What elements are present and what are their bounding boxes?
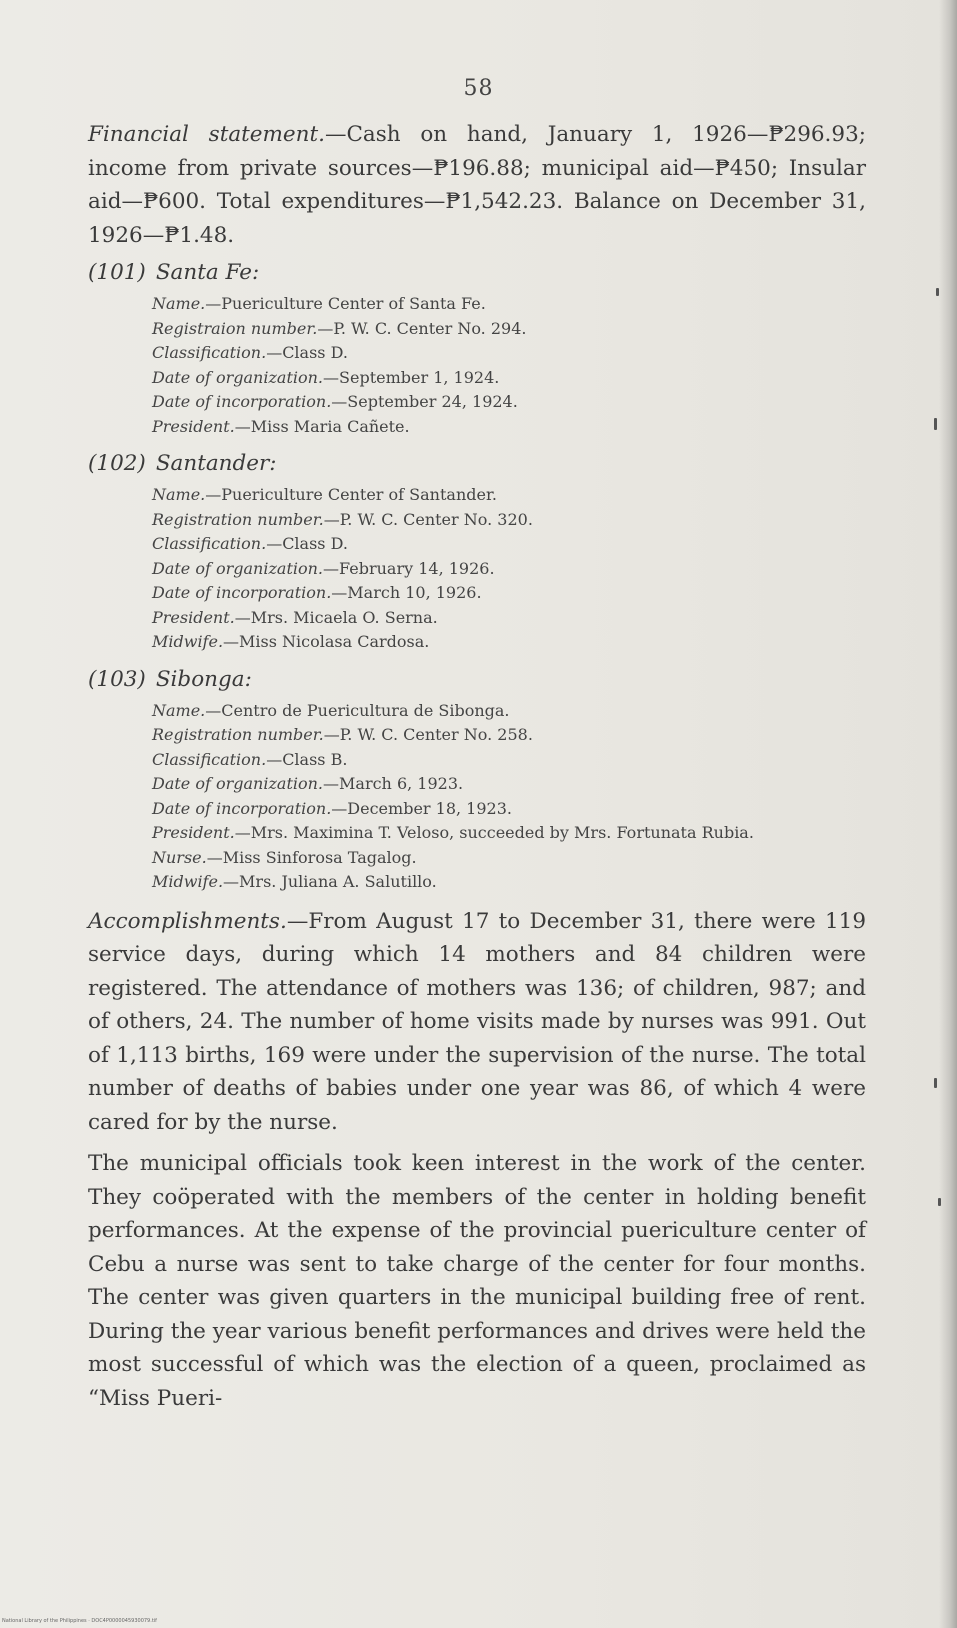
field-row — [152, 532, 866, 557]
accomplishments-paragraph — [88, 905, 866, 1140]
field-value: —March 10, 1926. — [331, 583, 482, 602]
accomplishments-text: —From August 17 to December 31, there were 119 service days, during which 14 mothers and 84 children were registered. The attendance of mothers was 136; of children, 987; and of others, 24. The number of home visits made by nurses was 991. Out of 1,113 births, 169 were under the supervision of the nurse. The total number of deaths of babies under one year was 86, of which 4 were cared for by the nurse. — [88, 908, 866, 1135]
scan-speck — [934, 418, 937, 430]
field-value: —March 6, 1923. — [323, 774, 464, 793]
field-label: Date of incorporation. — [152, 798, 332, 818]
field-value: —P. W. C. Center No. 258. — [323, 725, 533, 744]
field-value: —September 1, 1924. — [323, 367, 500, 387]
field-label: Name. — [152, 294, 206, 313]
page-edge-shadow — [939, 0, 957, 1628]
page-number: 58 — [463, 76, 494, 101]
field-row — [152, 317, 866, 342]
field-value: —Class B. — [266, 749, 348, 769]
field-label: Classification. — [152, 343, 267, 362]
field-value: —Miss Maria Cañete. — [234, 416, 410, 436]
field-row — [152, 390, 866, 415]
field-label: Midwife. — [152, 632, 224, 651]
financial-statement-text: —Cash on hand, January 1, 1926—₱296.93; income from private sources—₱196.88; municipal aid—₱450; Insular aid—₱600. Total expenditures—₱1,542.23. Balance on December 31, 1926—₱1.48. — [88, 122, 866, 248]
center-section — [88, 449, 866, 655]
field-label: Date of organization. — [152, 367, 324, 387]
field-label: Date of incorporation. — [152, 583, 332, 602]
field-label: Registration number. — [152, 509, 324, 529]
field-row — [152, 748, 866, 773]
field-label: Registration number. — [152, 725, 324, 744]
field-value: —Puericulture Center of Santa Fe. — [205, 294, 486, 313]
scan-footer: National Library of the Philippines · DOC4P0000045930079.tif — [2, 1618, 157, 1624]
field-row — [152, 341, 866, 366]
section-fields — [152, 292, 866, 439]
field-label: Classification. — [152, 534, 267, 553]
section-heading — [88, 258, 866, 288]
field-row — [152, 870, 866, 895]
field-row — [152, 846, 866, 871]
field-row — [152, 557, 866, 582]
field-row — [152, 797, 866, 822]
field-label: President. — [152, 416, 235, 436]
field-value: —February 14, 1926. — [323, 558, 495, 578]
scan-speck — [934, 1078, 937, 1088]
field-row — [152, 606, 866, 631]
field-row — [152, 772, 866, 797]
field-value: —Class D. — [266, 343, 348, 362]
financial-statement-paragraph — [88, 118, 866, 252]
section-number: (101) — [88, 260, 146, 285]
municipal-paragraph: The municipal officials took keen interest in the work of the center. They coöperated with the members of the center in holding benefit performances. At the expense of the provincial puericulture center of Cebu a nurse was sent to take charge of the center for four months. The center was given quarters in the municipal building free of rent. During the year various benefit performances and drives were held the most successful of which was the election of a queen, proclaimed as “Miss Pueri- — [88, 1151, 866, 1411]
section-name: Santander: — [155, 451, 277, 476]
field-row — [152, 483, 866, 508]
field-label: Nurse. — [152, 847, 207, 867]
field-label: Date of organization. — [152, 558, 324, 578]
field-label: Name. — [152, 485, 206, 504]
field-label: President. — [152, 607, 235, 627]
section-heading — [88, 449, 866, 479]
field-label: Classification. — [152, 749, 267, 769]
field-label: Date of organization. — [152, 774, 324, 793]
field-value: —Miss Nicolasa Cardosa. — [223, 632, 430, 651]
field-value: —Class D. — [266, 534, 348, 553]
field-value: —Puericulture Center of Santander. — [205, 485, 497, 504]
section-fields — [152, 483, 866, 655]
section-name: Sibonga: — [155, 666, 252, 692]
field-label: Name. — [152, 700, 206, 720]
field-row — [152, 821, 866, 846]
field-row — [152, 699, 866, 724]
scan-speck — [938, 1198, 941, 1206]
field-row — [152, 366, 866, 391]
section-heading — [88, 665, 866, 695]
field-value: —Mrs. Micaela O. Serna. — [234, 607, 438, 627]
field-value: —Mrs. Maximina T. Veloso, succeeded by Mrs. Fortunata Rubia. — [234, 823, 754, 842]
scan-speck — [936, 288, 939, 296]
section-fields — [152, 699, 866, 895]
field-row — [152, 581, 866, 606]
field-value: —Centro de Puericultura de Sibonga. — [205, 700, 510, 720]
field-row — [152, 415, 866, 440]
field-label: Registraion number. — [152, 318, 318, 338]
center-section — [88, 258, 866, 439]
center-section — [88, 665, 866, 895]
field-row — [152, 292, 866, 317]
section-name: Santa Fe: — [155, 260, 260, 285]
page-body — [88, 118, 866, 1421]
center-sections — [88, 258, 866, 895]
field-value: —September 24, 1924. — [331, 392, 518, 411]
field-label: President. — [152, 823, 235, 842]
section-number: (102) — [88, 451, 146, 476]
field-value: —P. W. C. Center No. 294. — [317, 318, 527, 338]
field-row — [152, 508, 866, 533]
field-row — [152, 630, 866, 655]
financial-statement-label: Financial statement. — [88, 122, 325, 147]
field-value: —P. W. C. Center No. 320. — [323, 509, 533, 529]
section-number: (103) — [88, 666, 146, 692]
field-row — [152, 723, 866, 748]
field-label: Midwife. — [152, 872, 224, 891]
field-value: —December 18, 1923. — [331, 798, 512, 818]
field-value: —Mrs. Juliana A. Salutillo. — [223, 872, 437, 891]
field-label: Date of incorporation. — [152, 392, 332, 411]
field-value: —Miss Sinforosa Tagalog. — [206, 847, 417, 867]
accomplishments-label: Accomplishments. — [88, 908, 287, 934]
